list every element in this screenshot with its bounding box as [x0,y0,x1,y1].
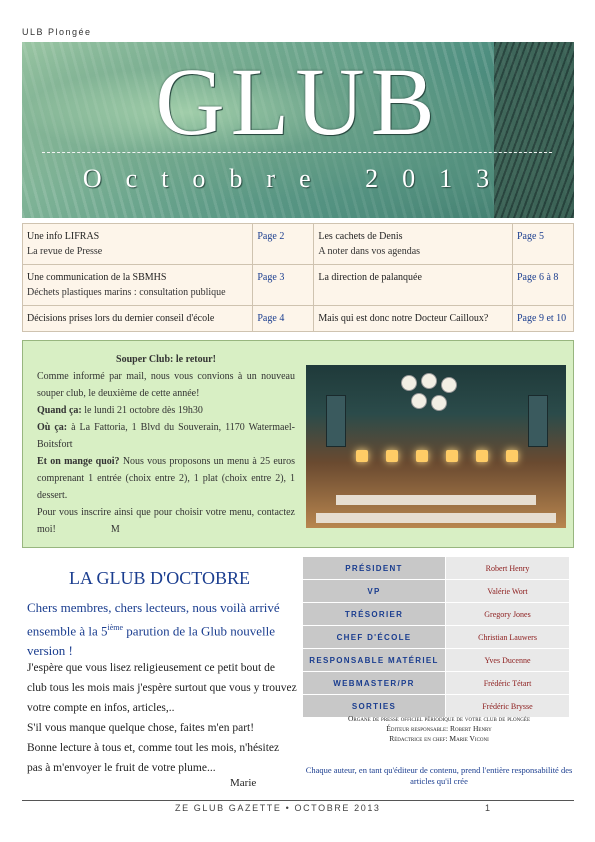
page-number: 1 [485,803,491,813]
table-shape [336,495,536,505]
toc-entry[interactable]: Les cachets de Denis A noter dans vos agendas [314,224,513,265]
officer-row: PRÉSIDENT Robert Henry [303,557,570,580]
toc-row [23,224,574,265]
wall-plate [421,373,437,389]
masthead-divider [42,152,552,153]
lamp [476,450,488,462]
toc-page[interactable]: Page 5 [513,224,574,265]
officer-row: TRÉSORIER Gregory Jones [303,603,570,626]
wall-plate [441,377,457,393]
table-of-contents [22,223,574,332]
toc-row [23,265,574,306]
window-shape [326,395,346,447]
restaurant-photo [306,365,566,528]
lamp [386,450,398,462]
toc-page[interactable]: Page 2 [253,224,314,265]
souper-club-box [22,340,574,548]
disclaimer: Chaque auteur, en tant qu'éditeur de contenu, prend l'entière responsabilité des articles qu'il crée [305,765,573,786]
article-paragraph: Bonne lecture à tous et, comme tout les mois, n'hésitez pas à m'envoyer le fruit de votre plume... [27,742,280,774]
toc-entry[interactable]: Décisions prises lors du dernier conseil d'école [23,306,253,332]
publication-info: Organe de presse officiel périodique de votre club de plongée Éditeur responsable: Robert Henry Rédactrice en chef: Marie Viconi [347,714,530,743]
toc-entry[interactable]: Une info LIFRAS La revue de Presse [23,224,253,265]
wall-plate [431,395,447,411]
officer-row: CHEF D'ÉCOLE Christian Lauwers [303,626,570,649]
wall-plate [401,375,417,391]
souper-outro: Pour vous inscrire ainsi que pour choisir votre menu, contactez moi! M [37,507,295,535]
window-shape [528,395,548,447]
article-paragraph: J'espère que vous lisez religieusement ce petit bout de club tous les mois mais j'espère surtout que vous y trouvez votre compte en infos, articles,.. [27,662,297,714]
article-intro: Chers membres, chers lecteurs, nous voilà arrivé ensemble à la 5ième parution de la Glub nouvelle version ! [27,600,280,659]
toc-page[interactable]: Page 6 à 8 [513,265,574,306]
article-signature: Marie [230,777,257,789]
toc-entry[interactable]: La direction de palanquée [314,265,513,306]
wall-plate [411,393,427,409]
souper-where: Où ça: à La Fattoria, 1 Blvd du Souverain, 1170 Watermael-Boitsfort [37,422,296,450]
toc-page[interactable]: Page 4 [253,306,314,332]
toc-row [23,306,574,332]
officer-row: SORTIES Frédéric Brysse [303,695,570,718]
lamp [506,450,518,462]
toc-entry[interactable]: Une communication de la SBMHS Déchets plastiques marins : consultation publique [23,265,253,306]
lamp [356,450,368,462]
toc-page[interactable]: Page 9 et 10 [513,306,574,332]
toc-page[interactable]: Page 3 [253,265,314,306]
table-shape [316,513,556,523]
souper-when: Quand ça: le lundi 21 octobre dès 19h30 [37,405,203,416]
footer-text: ZE GLUB GAZETTE • OCTOBRE 2013 [175,803,381,813]
article-body [27,658,297,778]
toc-entry[interactable]: Mais qui est donc notre Docteur Cailloux? [314,306,513,332]
souper-menu: Et on mange quoi? Nous vous proposons un menu à 25 euros comprenant 1 entrée (choix entre 2), 1 plat (choix entre 2), 1 dessert. [37,456,296,501]
publisher-label: ULB Plongée [22,27,92,37]
officer-row: WEBMASTER/PR Frédéric Tétart [303,672,570,695]
officer-row: RESPONSABLE MATÉRIEL Yves Ducenne [303,649,570,672]
article-title: LA GLUB D'OCTOBRE [69,568,250,588]
footer-divider [22,800,574,801]
souper-club-text [37,351,295,538]
masthead-title: GLUB [155,48,441,155]
lamp [446,450,458,462]
masthead-banner [22,42,574,218]
article-paragraph: S'il vous manque quelque chose, faites m'en part! [27,722,255,734]
issue-date: Octobre 2013 [82,164,514,193]
officer-row: VP Valérie Wort [303,580,570,603]
souper-club-title: Souper Club: le retour! [116,354,216,365]
lamp [416,450,428,462]
souper-intro: Comme informé par mail, nous vous convions à un nouveau souper club, le deuxième de cette année! [37,371,295,399]
officers-table [302,556,570,718]
